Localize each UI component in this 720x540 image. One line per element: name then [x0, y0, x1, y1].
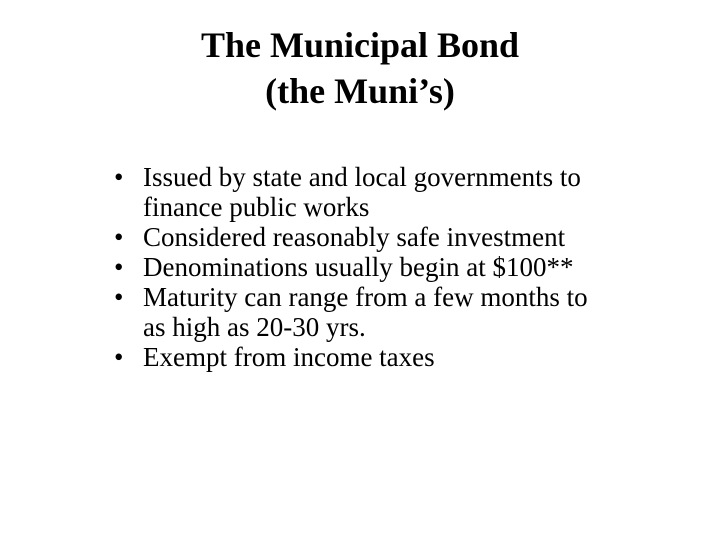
slide-title	[0, 22, 720, 114]
bullet-text	[143, 282, 693, 342]
bullet-item	[113, 342, 693, 372]
bullet-text-line: as high as 20-30 yrs.	[143, 312, 366, 342]
title-line-1: The Municipal Bond	[200, 25, 520, 65]
bullet-dot: •	[114, 252, 124, 282]
bullet-dot: •	[114, 222, 124, 252]
bullet-text-line: Denominations usually begin at $100**	[143, 252, 574, 282]
bullet-item	[113, 252, 693, 282]
bullet-dot: •	[114, 342, 124, 372]
bullet-text	[143, 222, 565, 252]
bullet-dot: •	[114, 282, 124, 312]
bullet-text-line: Exempt from income taxes	[143, 342, 435, 372]
bullet-text	[143, 162, 693, 222]
bullet-dot: •	[114, 162, 124, 192]
bullet-item	[113, 282, 693, 342]
bullet-text-line: Issued by state and local governments to	[143, 162, 581, 192]
bullet-text	[143, 252, 573, 282]
title-line-2: (the Muni’s)	[265, 71, 455, 111]
bullet-text-line: Maturity can range from a few months to	[143, 282, 588, 312]
bullet-text-line: finance public works	[143, 192, 370, 222]
bullet-item	[113, 222, 693, 252]
bullet-text-line: Considered reasonably safe investment	[143, 222, 566, 252]
bullet-item	[113, 162, 693, 222]
bullet-text	[143, 342, 435, 372]
bullet-list	[113, 162, 693, 372]
